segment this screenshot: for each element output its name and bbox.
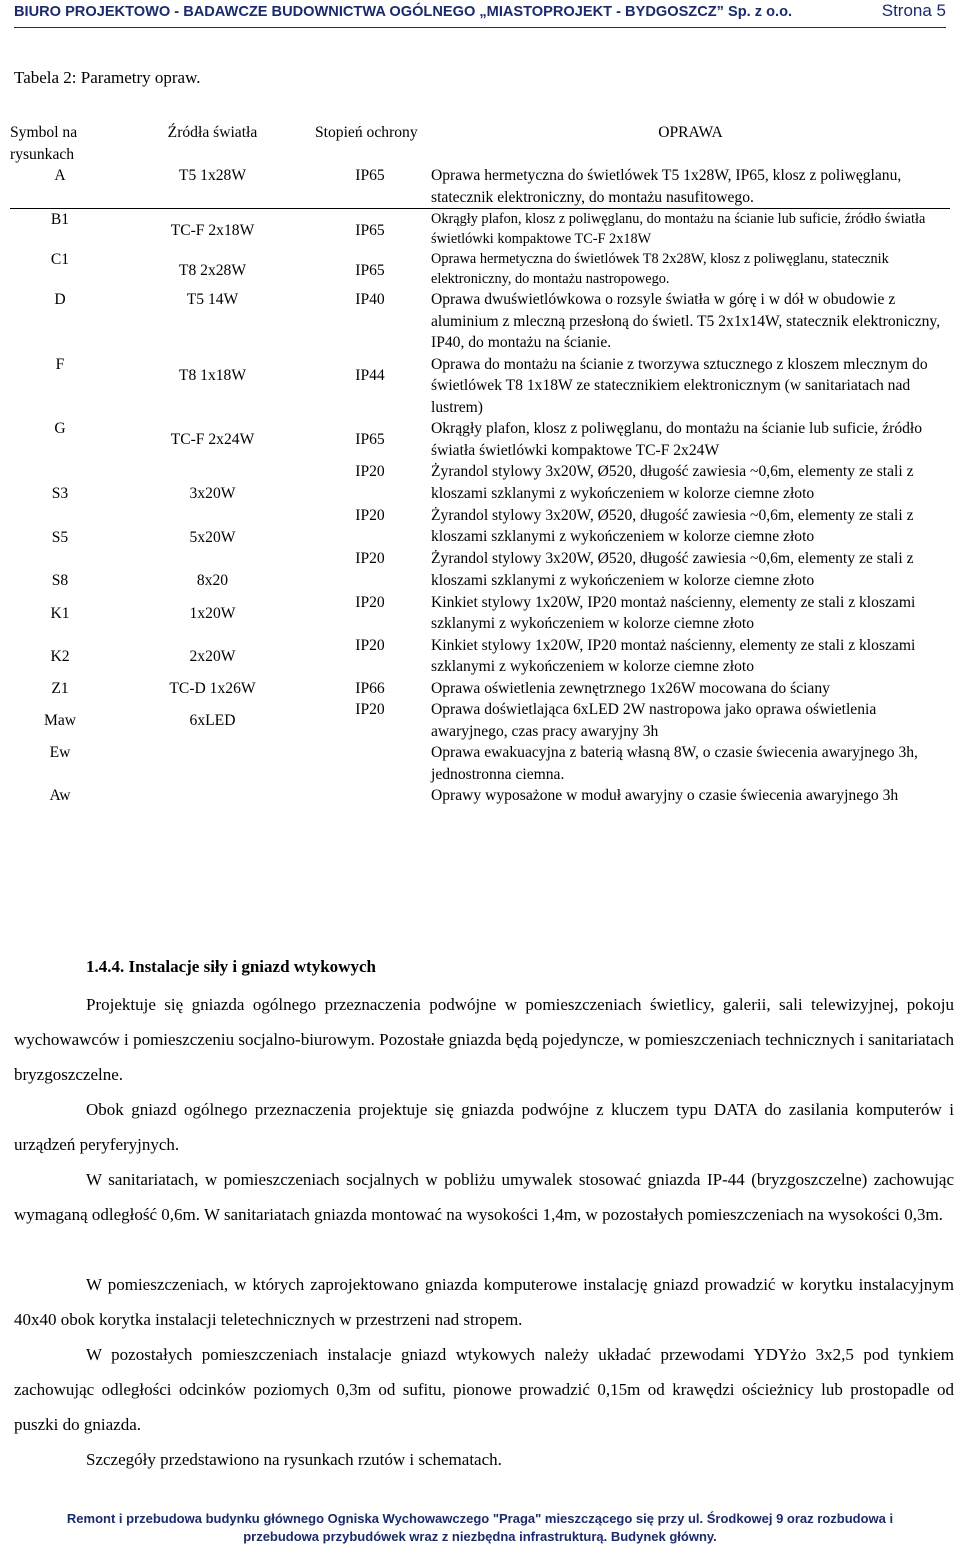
cell-symbol: A xyxy=(10,165,110,209)
cell-symbol: F xyxy=(55,355,65,373)
table-row xyxy=(10,418,950,461)
cell-source: 8x20 xyxy=(196,572,229,589)
cell-symbol: C1 xyxy=(50,251,70,268)
cell-symbol: Aw xyxy=(49,787,71,804)
table-row xyxy=(10,699,950,742)
cell-symbol: S3 xyxy=(51,485,69,502)
cell-symbol: K1 xyxy=(50,604,70,622)
cell-symbol: S5 xyxy=(51,528,69,546)
header-symbol: Symbol na rysunkach xyxy=(10,124,78,163)
cell-source: T8 1x18W xyxy=(178,366,247,384)
cell-source: 2x20W xyxy=(189,647,236,665)
cell-symbol: Z1 xyxy=(51,679,69,697)
table-row xyxy=(10,548,950,592)
section-heading: 1.4.4. Instalacje siły i gniazd wtykowych xyxy=(86,957,376,976)
luminaire-table-body xyxy=(10,165,950,807)
footer-line-2: przebudowa przybudówek wraz z niezbędna infrastrukturą. Budynek główny. xyxy=(243,1529,717,1544)
section-paragraph: Szczegóły przedstawiono na rysunkach rzutów i schematach. xyxy=(86,1450,502,1469)
section-paragraph: W sanitariatach, w pomieszczeniach socjalnych w pobliżu umywalek stosować gniazda IP-44 (bryzgoszczelne) zachowując wymaganą odległość 0,6m. W sanitariatach gniazda montować na wysokości 1,4m, w pozostałych pomieszczeniach na wysokości 0,3m. xyxy=(14,1170,954,1224)
cell-ip: IP20 xyxy=(355,593,385,611)
cell-description: Okrągły plafon, klosz z poliwęglanu, do montażu na ścianie lub suficie, źródło światła świetlówki kompaktowe TC-F 2x18W xyxy=(431,211,926,247)
cell-description: Oprawa dwuświetlówkowa o rozsyle światła w górę i w dół w obudowie z aluminium z mleczną przesłoną do świetl. T5 2x1x14W, statecznik elektroniczny, IP40, do montażu na ścianie. xyxy=(431,291,941,351)
header-page-number: Strona 5 xyxy=(881,1,946,20)
table-row xyxy=(10,505,950,549)
header-company: BIURO PROJEKTOWO - BADAWCZE BUDOWNICTWA OGÓLNEGO „MIASTOPROJEKT - BYDGOSZCZ” Sp. z o.o. xyxy=(14,4,793,20)
table-row xyxy=(10,592,950,635)
cell-source xyxy=(110,742,315,785)
cell-description: Żyrandol stylowy 3x20W, Ø520, długość zawiesia ~0,6m, elementy ze stali z kloszami szklanymi z wykończeniem w kolorze ciemne złoto xyxy=(431,506,914,545)
cell-symbol: K2 xyxy=(50,647,70,665)
cell-description: Okrągły plafon, klosz z poliwęglanu, do montażu na ścianie lub suficie, źródło światła świetlówki kompaktowe TC-F 2x24W xyxy=(431,420,923,459)
page-header xyxy=(14,0,946,28)
table-row xyxy=(10,249,950,289)
section-paragraph: W pomieszczeniach, w których zaprojektowano gniazda komputerowe instalację gniazd prowadzić w korytku instalacyjnym 40x40 obok korytka instalacji teletechnicznych w przestrzeni nad stropem. xyxy=(14,1275,954,1329)
cell-source: 1x20W xyxy=(189,604,236,622)
cell-source: TC-D 1x26W xyxy=(169,679,256,697)
cell-ip: IP40 xyxy=(355,291,385,308)
luminaire-table xyxy=(10,122,950,807)
table-row xyxy=(10,209,950,250)
cell-source: TC-F 2x24W xyxy=(170,431,255,448)
cell-description: Kinkiet stylowy 1x20W, IP20 montaż naścienny, elementy ze stali z kloszami szklanymi z wykończeniem w kolorze ciemne złoto xyxy=(431,636,916,675)
cell-description: Żyrandol stylowy 3x20W, Ø520, długość zawiesia ~0,6m, elementy ze stali z kloszami szklanymi z wykończeniem w kolorze ciemne złoto xyxy=(431,550,914,589)
table-title: Tabela 2: Parametry opraw. xyxy=(14,68,201,87)
cell-ip: IP44 xyxy=(355,366,385,384)
cell-symbol: D xyxy=(54,291,66,308)
cell-ip: IP20 xyxy=(355,636,385,654)
cell-ip: IP20 xyxy=(355,701,385,718)
cell-source: 5x20W xyxy=(189,528,236,546)
table-row xyxy=(10,354,950,419)
cell-description: Oprawa hermetyczna do świetlówek T5 1x28W, IP65, klosz z poliwęglanu, statecznik elektroniczny, do montażu nasufitowego. xyxy=(425,165,950,209)
table-row xyxy=(10,635,950,678)
footer-line-1: Remont i przebudowa budynku głównego Ogniska Wychowawczego "Praga" mieszczącego się przy ul. Środkowej 9 oraz rozbudowa i xyxy=(66,1511,894,1526)
cell-symbol: G xyxy=(54,420,66,437)
header-source: Źródła światła xyxy=(167,124,258,141)
cell-symbol: S8 xyxy=(51,572,69,589)
cell-ip: IP20 xyxy=(355,463,385,480)
cell-source: T5 1x28W xyxy=(110,165,315,209)
cell-source: T5 14W xyxy=(186,291,239,308)
header-desc: OPRAWA xyxy=(658,124,723,141)
cell-description: Oprawa hermetyczna do świetlówek T8 2x28W, klosz z poliwęglanu, statecznik elektroniczny, do montażu nastropowego. xyxy=(431,251,889,287)
cell-ip: IP20 xyxy=(355,550,385,567)
page-footer xyxy=(14,1510,946,1546)
cell-source: 6xLED xyxy=(189,712,236,729)
cell-ip: IP65 xyxy=(315,165,425,209)
table-row xyxy=(10,785,950,807)
table-row xyxy=(10,165,950,209)
table-row xyxy=(10,678,950,700)
cell-description: Oprawa ewakuacyjna z baterią własną 8W, o czasie świecenia awaryjnego 3h, jednostronna ciemna. xyxy=(431,744,918,783)
cell-source xyxy=(110,785,315,807)
section-paragraph: Obok gniazd ogólnego przeznaczenia projektuje się gniazda podwójne z kluczem typu DATA do zasilania komputerów i urządzeń peryferyjnych. xyxy=(14,1100,954,1154)
cell-ip: IP65 xyxy=(355,222,385,239)
cell-source: 3x20W xyxy=(189,485,236,502)
cell-ip: IP66 xyxy=(355,679,385,697)
table-row xyxy=(10,461,950,505)
header-ip: Stopień ochrony xyxy=(315,124,418,141)
cell-ip: IP65 xyxy=(355,262,385,279)
cell-description: Oprawa doświetlająca 6xLED 2W nastropowa jako oprawa oświetlenia awaryjnego, czas pracy awaryjny 3h xyxy=(431,701,877,740)
cell-ip xyxy=(315,742,425,785)
cell-description: Żyrandol stylowy 3x20W, Ø520, długość zawiesia ~0,6m, elementy ze stali z kloszami szklanymi z wykończeniem w kolorze ciemne złoto xyxy=(431,463,914,502)
cell-description: Kinkiet stylowy 1x20W, IP20 montaż naścienny, elementy ze stali z kloszami szklanymi z wykończeniem w kolorze ciemne złoto xyxy=(431,593,916,632)
cell-symbol: Ew xyxy=(49,744,71,761)
cell-source: TC-F 2x18W xyxy=(170,222,255,239)
section-paragraph: W pozostałych pomieszczeniach instalacje gniazd wtykowych należy układać przewodami YDYżo 3x2,5 pod tynkiem zachowując odległości odcinków poziomych 0,3m od sufitu, pionowe prowadzić 0,15m od krawędzi ościeżnicy lub prostopadle od puszki do gniazda. xyxy=(14,1345,954,1434)
table-row xyxy=(10,742,950,785)
section-paragraph: Projektuje się gniazda ogólnego przeznaczenia podwójne w pomieszczeniach świetlicy, galerii, sali telewizyjnej, pokoju wychowawców i pomieszczeniu socjalno-biurowym. Pozostałe gniazda będą pojedyncze, w pomieszczeniach technicznych i sanitariatach bryzgoszczelne. xyxy=(14,995,954,1084)
cell-ip xyxy=(315,785,425,807)
cell-symbol: B1 xyxy=(50,211,70,228)
cell-ip: IP65 xyxy=(355,431,385,448)
cell-description: Oprawa do montażu na ścianie z tworzywa sztucznego z kloszem mlecznym do świetlówek T8 1x18W ze statecznikiem elektronicznym (w sanitariatach nad lustrem) xyxy=(431,355,928,416)
cell-description: Oprawy wyposażone w moduł awaryjny o czasie świecenia awaryjnego 3h xyxy=(431,787,899,804)
cell-source: T8 2x28W xyxy=(178,262,247,279)
table-row xyxy=(10,289,950,354)
cell-ip: IP20 xyxy=(355,506,385,524)
cell-symbol: Maw xyxy=(43,712,77,729)
cell-description: Oprawa oświetlenia zewnętrznego 1x26W mocowana do ściany xyxy=(431,679,830,697)
